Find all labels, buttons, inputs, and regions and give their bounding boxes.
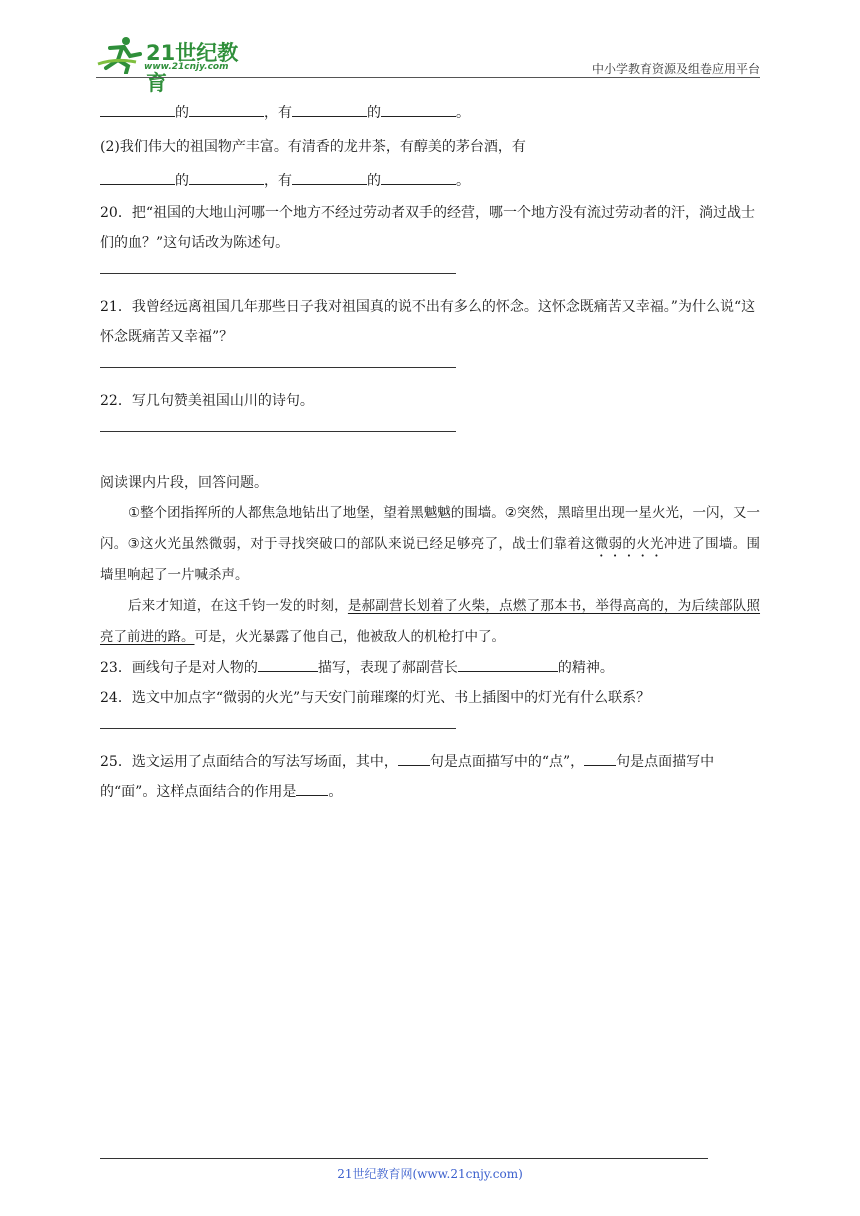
question-21: 21．我曾经远离祖国几年那些日子我对祖国真的说不出有多么的怀念。这怀念既痛苦又幸福。”为什么说“这怀念既痛苦又幸福”？ [100, 299, 756, 345]
q25-text: 。 [328, 784, 343, 800]
text-de: 的 [367, 105, 381, 121]
text-you: ，有 [264, 105, 292, 121]
passage-text: 后来才知道，在这千钧一发的时刻， [128, 598, 348, 614]
dotted-words: 微弱的火光 [594, 536, 664, 552]
answer-line[interactable] [100, 366, 456, 368]
text-period: 。 [456, 105, 470, 121]
passage-paragraph-1 [100, 498, 760, 591]
blank[interactable] [296, 781, 328, 796]
question-2-paren: (2)我们伟大的祖国物产丰富。有清香的龙井茶，有醇美的茅台酒，有 [100, 139, 526, 155]
blank[interactable] [189, 102, 264, 117]
q25-text: 25．选文运用了点面结合的写法写场面，其中， [100, 754, 398, 770]
answer-line[interactable] [100, 272, 456, 274]
reading-intro: 阅读课内片段，回答问题。 [100, 475, 268, 491]
underlined-sentence: 是郝副营长划着了火柴，点燃了那本书，举得高高的，为后续部队照亮了前进的路。 [100, 598, 761, 645]
logo-text: 21世纪教育 [146, 41, 239, 95]
q23-text: 描写，表现了郝副营长 [317, 660, 458, 676]
page-header [96, 26, 760, 95]
blank[interactable] [584, 751, 616, 766]
question-22: 22．写几句赞美祖国山川的诗句。 [100, 393, 314, 409]
answer-line[interactable] [100, 430, 456, 432]
header-platform-text: 中小学教育资源及组卷应用平台 [591, 62, 760, 76]
blank[interactable] [100, 170, 175, 185]
text-you: ，有 [264, 173, 292, 189]
q25-text: 句是点面描写中的“面”。这样点面结合的作用是 [100, 754, 715, 800]
logo-url: www.21cnjy.com [144, 62, 229, 72]
q23-text: 23．画线句子是对人物的 [100, 660, 258, 676]
blank[interactable] [458, 657, 558, 672]
blank[interactable] [189, 170, 264, 185]
text-de: 的 [175, 105, 189, 121]
footer-divider [100, 1158, 708, 1159]
blank[interactable] [292, 170, 367, 185]
passage-text: 冲进了围墙。围墙里响起了一片喊杀声。 [100, 536, 761, 583]
fill-line-2 [100, 164, 760, 198]
passage-paragraph-2 [100, 591, 760, 653]
answer-line[interactable] [100, 727, 456, 729]
blank[interactable] [100, 102, 175, 117]
footer-link[interactable]: 21世纪教育网(www.21cnjy.com) [337, 1167, 523, 1181]
header-divider [96, 77, 760, 78]
blank[interactable] [381, 170, 456, 185]
q25-text: 句是点面描写中的“点”， [429, 754, 585, 770]
passage-text: 可是，火光暴露了他自己，他被敌人的机枪打中了。 [194, 629, 505, 645]
q23-text: 的精神。 [557, 660, 614, 676]
site-logo [96, 34, 256, 95]
blank[interactable] [398, 751, 430, 766]
blank[interactable] [381, 102, 456, 117]
question-25 [100, 747, 760, 807]
question-24: 24．选文中加点字“微弱的火光”与天安门前璀璨的灯光、书上插图中的灯光有什么联系？ [100, 690, 651, 706]
text-period: 。 [456, 173, 470, 189]
runner-logo-icon [96, 34, 144, 74]
fill-line-1 [100, 96, 760, 130]
text-de: 的 [175, 173, 189, 189]
blank[interactable] [292, 102, 367, 117]
page-content [100, 96, 760, 807]
question-20: 20．把“祖国的大地山河哪一个地方不经过劳动者双手的经营，哪一个地方没有流过劳动者的汗，淌过战士们的血？”这句话改为陈述句。 [100, 205, 755, 251]
question-23 [100, 653, 760, 683]
text-de: 的 [367, 173, 381, 189]
blank[interactable] [258, 657, 318, 672]
passage-text: ①整个团指挥所的人都焦急地钻出了地堡，望着黑魆魆的围墙。②突然，黑暗里出现一星火光，一闪，又一闪。③这火光虽然微弱，对于寻找突破口的部队来说已经足够亮了，战士们靠着这 [100, 505, 760, 552]
